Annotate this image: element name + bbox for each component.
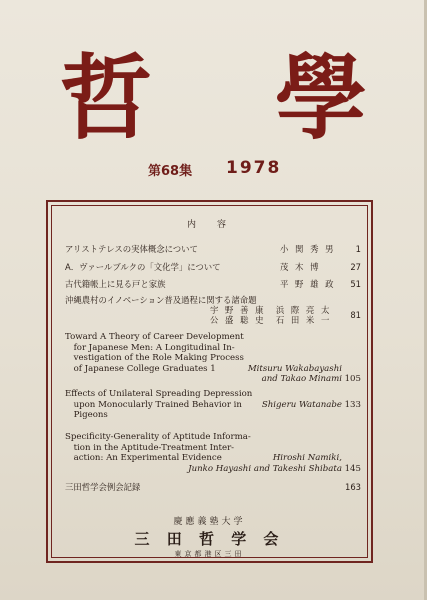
toc-heading: 内 容 <box>186 220 232 230</box>
entry-author: 平 野 雄 政 <box>280 279 336 289</box>
publisher-address: 東京都港区三田 <box>174 550 245 558</box>
entry-title-line: tion in the Aptitude-Treatment Inter- <box>65 442 235 453</box>
publication-year: 1978 <box>226 158 282 178</box>
entry-page: 163 <box>345 482 361 492</box>
entry-title-line: upon Monocularly Trained Behavior in <box>65 399 242 410</box>
entry-author: 小 関 秀 男 <box>280 244 336 254</box>
entry-author: and Takao Minami <box>261 374 342 385</box>
entry-page: 81 <box>350 310 361 320</box>
entry-title-line: Pigeons <box>65 410 108 421</box>
entry-title: アリストテレスの実体概念について <box>65 244 198 254</box>
entry-authors: 宇 野 善 康 浜 際 亮 太 <box>210 305 332 315</box>
entry-author: Hiroshi Namiki, <box>272 453 342 464</box>
entry-author: Shigeru Watanabe <box>261 399 342 410</box>
table-of-contents <box>46 200 373 563</box>
entry-author: Mitsuru Wakabayashi <box>247 363 342 374</box>
toc-entry-5 <box>65 332 361 385</box>
title-char-philosophy-1: 哲 <box>60 44 153 152</box>
entry-author: Junko Hayashi and Takeshi Shibata <box>188 463 342 474</box>
entry-page: 133 <box>344 399 361 410</box>
toc-inner-frame <box>51 205 368 558</box>
entry-title-line: for Japanese Men: A Longitudinal In- <box>65 342 235 353</box>
entry-author: 茂 木 博 <box>280 262 321 272</box>
entry-page: 145 <box>344 463 361 474</box>
entry-title-line: Specificity-Generality of Aptitude Informa- <box>65 432 251 442</box>
entry-title: 三田哲学会例会記録 <box>65 482 141 492</box>
toc-entry-7 <box>65 432 361 474</box>
publisher-university: 慶應義塾大学 <box>173 517 246 527</box>
issue-info <box>148 158 288 178</box>
entry-title: 古代籍帳上に見る戸と家族 <box>65 279 166 289</box>
entry-title: 沖縄農村のイノベーション普及過程に関する諸命題 <box>65 295 257 305</box>
entry-authors: 公 盛 聡 史 石 田 米 一 <box>210 315 332 325</box>
entry-page: 105 <box>344 374 361 385</box>
publisher-society: 三 田 哲 学 会 <box>134 530 285 548</box>
entry-page: 1 <box>355 244 361 254</box>
entry-page: 51 <box>350 279 361 289</box>
entry-title-line: vestigation of the Role Making Process <box>65 353 244 364</box>
toc-entry-6 <box>65 389 361 421</box>
entry-page: 27 <box>350 262 361 272</box>
entry-title-line: Effects of Unilateral Spreading Depression <box>65 389 253 399</box>
volume-number: 第68集 <box>148 164 193 179</box>
entry-title: A．ヴァールブルクの「文化学」について <box>65 262 221 272</box>
entry-title-line: Toward A Theory of Career Development <box>65 332 244 342</box>
title-char-philosophy-2: 學 <box>275 44 368 152</box>
entry-title-line: of Japanese College Graduates 1 <box>65 363 216 374</box>
entry-title-line: action: An Experimental Evidence <box>65 453 222 464</box>
